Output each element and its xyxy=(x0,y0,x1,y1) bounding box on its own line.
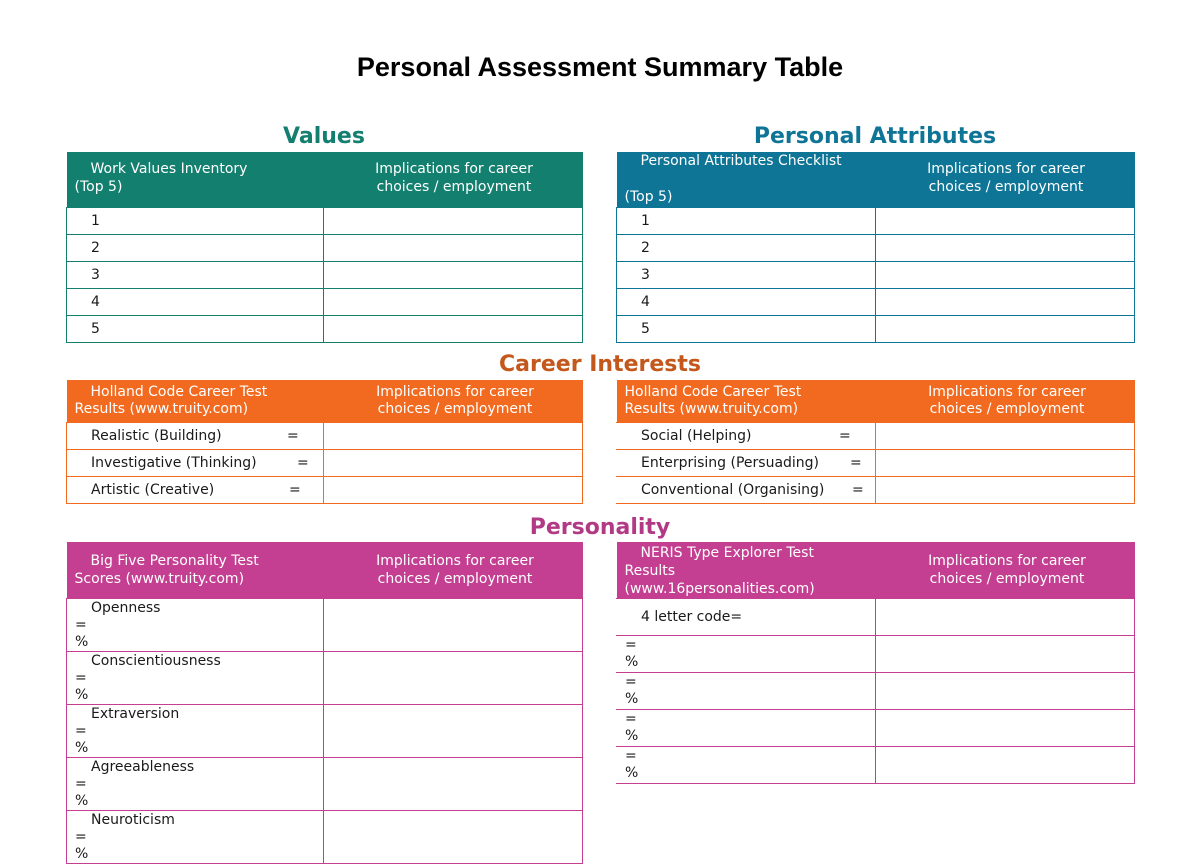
interests-right-header-col1: Holland Code Career Test Results (www.truity.com) xyxy=(624,384,802,417)
table-row-label: 3 xyxy=(67,261,324,288)
implication-cell[interactable] xyxy=(876,747,1135,784)
interests-right-table xyxy=(616,380,1135,504)
implication-cell[interactable] xyxy=(324,651,583,704)
implication-cell[interactable] xyxy=(324,422,583,449)
values-header-col1: Work Values Inventory (Top 5) xyxy=(74,161,248,195)
implication-cell[interactable] xyxy=(324,810,583,863)
implication-cell[interactable] xyxy=(876,636,1135,673)
implication-cell[interactable] xyxy=(876,207,1135,234)
implication-cell[interactable] xyxy=(876,710,1135,747)
trait-cell: Openness = % xyxy=(67,598,324,651)
attributes-header-col1: Personal Attributes Checklist (Top 5) xyxy=(624,153,842,205)
personality-right-header-col1: NERIS Type Explorer Test Results (www.16personalities.com) xyxy=(624,545,815,597)
table-row-label: 1 xyxy=(67,207,324,234)
implication-cell[interactable] xyxy=(876,476,1135,503)
page-title: Personal Assessment Summary Table xyxy=(356,52,844,82)
implication-cell[interactable] xyxy=(324,704,583,757)
table-row-label: Investigative (Thinking) = xyxy=(67,449,324,476)
table-row-label: 2 xyxy=(67,234,324,261)
trait-cell: = % xyxy=(617,673,876,710)
career-interests-heading: Career Interests xyxy=(499,352,701,377)
trait-cell: Neuroticism = % xyxy=(67,810,324,863)
trait-cell: Agreeableness = % xyxy=(67,757,324,810)
values-table xyxy=(66,152,583,343)
implication-cell[interactable] xyxy=(324,315,583,342)
values-header-col2: Implications for career choices / employment xyxy=(375,161,533,195)
implication-cell[interactable] xyxy=(876,261,1135,288)
personality-right-table xyxy=(616,542,1135,784)
table-row-label: 4 xyxy=(67,288,324,315)
implication-cell[interactable] xyxy=(876,449,1135,476)
implication-cell[interactable] xyxy=(324,288,583,315)
table-row-label: 5 xyxy=(617,315,876,342)
table-row-label: Enterprising (Persuading) = xyxy=(617,449,876,476)
trait-cell: Conscientiousness = % xyxy=(67,651,324,704)
implication-cell[interactable] xyxy=(324,449,583,476)
attributes-table xyxy=(616,152,1135,343)
personality-left-header-col2: Implications for career choices / employment xyxy=(376,553,534,587)
table-row-label: Social (Helping) = xyxy=(617,422,876,449)
trait-cell: = % xyxy=(617,710,876,747)
table-row-label: 1 xyxy=(617,207,876,234)
table-row-label: 3 xyxy=(617,261,876,288)
values-heading: Values xyxy=(283,124,365,149)
implication-cell[interactable] xyxy=(324,261,583,288)
trait-cell: = % xyxy=(617,636,876,673)
implication-cell[interactable] xyxy=(876,234,1135,261)
trait-cell: = % xyxy=(617,747,876,784)
implication-cell[interactable] xyxy=(876,422,1135,449)
implication-cell[interactable] xyxy=(324,476,583,503)
table-row-label: 5 xyxy=(67,315,324,342)
implication-cell[interactable] xyxy=(324,757,583,810)
implication-cell[interactable] xyxy=(876,315,1135,342)
personal-attributes-heading: Personal Attributes xyxy=(753,124,997,149)
trait-cell: Extraversion = % xyxy=(67,704,324,757)
personality-heading: Personality xyxy=(529,515,671,540)
implication-cell[interactable] xyxy=(324,234,583,261)
implication-cell[interactable] xyxy=(324,207,583,234)
interests-right-header-col2: Implications for career choices / employment xyxy=(928,384,1086,417)
table-row-label: Artistic (Creative) = xyxy=(67,476,324,503)
implication-cell[interactable] xyxy=(876,673,1135,710)
personality-left-header-col1: Big Five Personality Test Scores (www.truity.com) xyxy=(74,553,259,587)
implication-cell[interactable] xyxy=(324,598,583,651)
personality-left-table xyxy=(66,542,583,864)
implication-cell[interactable] xyxy=(876,599,1135,636)
table-row-label: Conventional (Organising) = xyxy=(617,476,876,503)
type-code-cell: 4 letter code= xyxy=(617,599,876,636)
interests-left-header-col1: Holland Code Career Test Results (www.truity.com) xyxy=(74,384,268,417)
interests-left-table xyxy=(66,380,583,504)
interests-left-header-col2: Implications for career choices / employment xyxy=(376,384,534,417)
table-row-label: Realistic (Building) = xyxy=(67,422,324,449)
table-row-label: 2 xyxy=(617,234,876,261)
attributes-header-col2: Implications for career choices / employment xyxy=(927,161,1085,195)
table-row-label: 4 xyxy=(617,288,876,315)
personality-right-header-col2: Implications for career choices / employment xyxy=(928,553,1086,587)
implication-cell[interactable] xyxy=(876,288,1135,315)
